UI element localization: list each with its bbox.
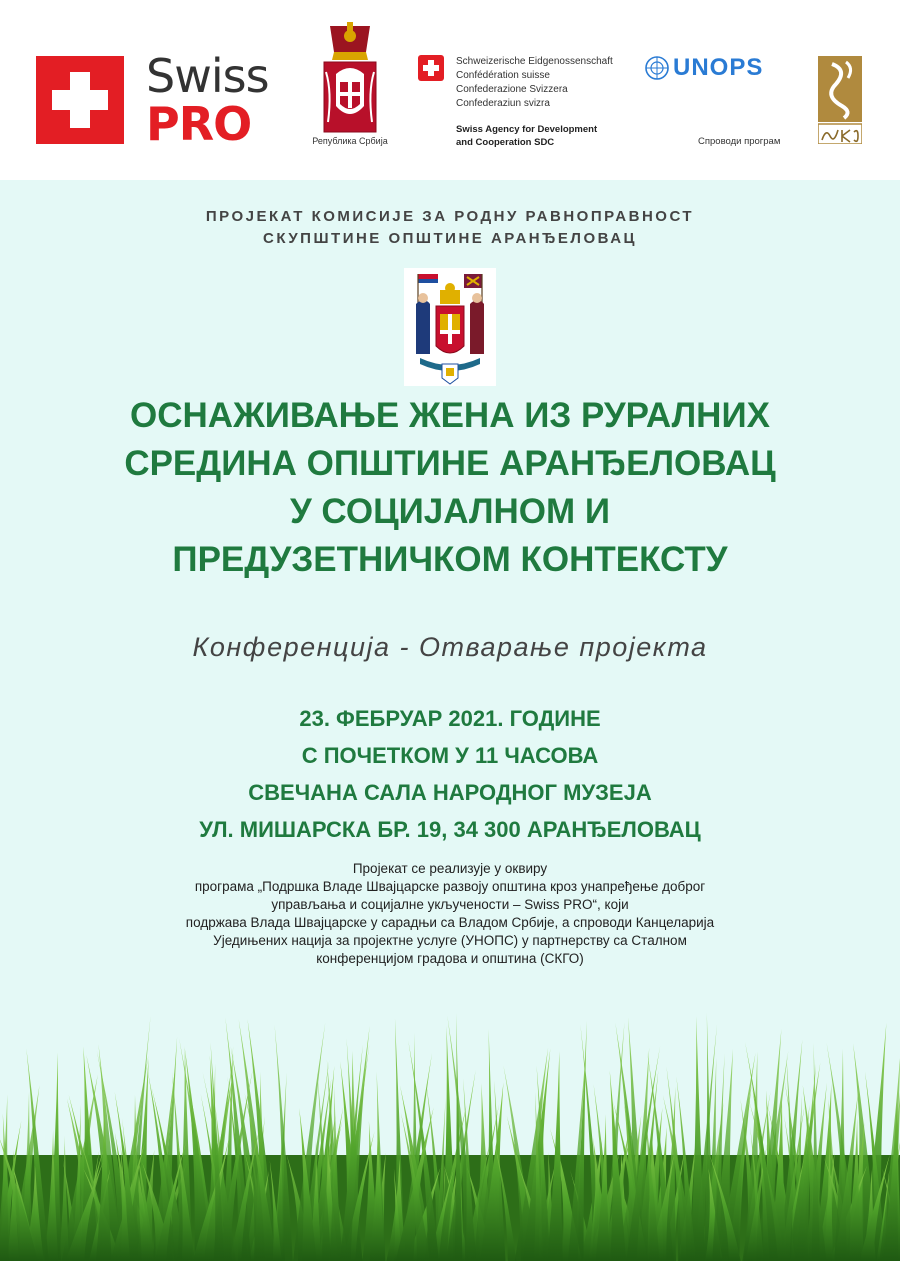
logo-header <box>0 0 900 180</box>
grass-decoration <box>0 1005 900 1261</box>
serbia-coat-of-arms-icon <box>322 22 378 134</box>
swisspro-logo <box>146 49 269 151</box>
swisspro-word-swiss: Swiss <box>146 49 269 103</box>
event-venue: СВЕЧАНА САЛА НАРОДНОГ МУЗЕЈА <box>248 780 652 805</box>
title-line: ПРЕДУЗЕТНИЧКОМ КОНТЕКСТУ <box>172 540 728 579</box>
event-details <box>0 700 900 848</box>
swiss-cross-icon <box>36 56 124 144</box>
unops-text: UNOPS <box>673 54 764 81</box>
event-subtitle: Конференција - Отварање пројекта <box>192 632 708 662</box>
project-heading <box>0 206 900 250</box>
implements-program-label: Спроводи програм <box>698 136 781 147</box>
sdc-line: and Cooperation SDC <box>456 137 555 148</box>
confederation-line: Confederaziun svizra <box>456 98 550 109</box>
arandjelovac-coat-of-arms-icon <box>404 268 496 386</box>
sdc-line: Swiss Agency for Development <box>456 124 598 135</box>
title-line: ОСНАЖИВАЊЕ ЖЕНА ИЗ РУРАЛНИХ <box>130 396 770 435</box>
event-time: С ПОЧЕТКОМ У 11 ЧАСОВА <box>301 743 599 768</box>
un-globe-icon <box>645 56 669 80</box>
sdc-agency-name <box>456 123 597 149</box>
event-date: 23. ФЕБРУАР 2021. ГОДИНЕ <box>299 706 601 731</box>
description-line: управљања и социјалне укључености – Swiss PRO“, који <box>271 897 629 912</box>
project-heading-line: СКУПШТИНЕ ОПШТИНЕ АРАНЂЕЛОВАЦ <box>262 230 637 247</box>
swisspro-word-pro: PRO <box>146 97 252 151</box>
program-description <box>90 860 810 968</box>
title-line: У СОЦИЈАЛНОМ И <box>289 492 611 531</box>
confederation-line: Confederazione Svizzera <box>456 84 568 95</box>
project-title <box>0 392 900 584</box>
serbia-caption: Република Србија <box>312 136 388 146</box>
description-line: конференцијом градова и општина (СКГО) <box>316 951 584 966</box>
confederation-names <box>456 55 613 111</box>
confederation-line: Confédération suisse <box>456 70 550 81</box>
description-line: Пројекат се реализује у оквиру <box>352 861 548 876</box>
swiss-confederation-flag-icon <box>418 55 444 81</box>
confederation-line: Schweizerische Eidgenossenschaft <box>456 56 613 67</box>
title-line: СРЕДИНА ОПШТИНЕ АРАНЂЕЛОВАЦ <box>124 444 776 483</box>
description-line: Уједињених нација за пројектне услуге (УНОПС) у партнерству са Сталном <box>213 933 687 948</box>
project-heading-line: ПРОЈЕКАТ КОМИСИЈЕ ЗА РОДНУ РАВНОПРАВНОСТ <box>205 208 695 225</box>
description-line: подржава Влада Швајцарске у сарадњи са Владом Србије, а спроводи Канцеларија <box>185 915 715 930</box>
event-address: УЛ. МИШАРСКА БР. 19, 34 300 АРАНЂЕЛОВАЦ <box>199 817 701 842</box>
description-line: програма „Подршка Владе Швајцарске развоју општина кроз унапређење доброг <box>194 879 706 894</box>
skgo-logo-icon <box>818 56 862 144</box>
